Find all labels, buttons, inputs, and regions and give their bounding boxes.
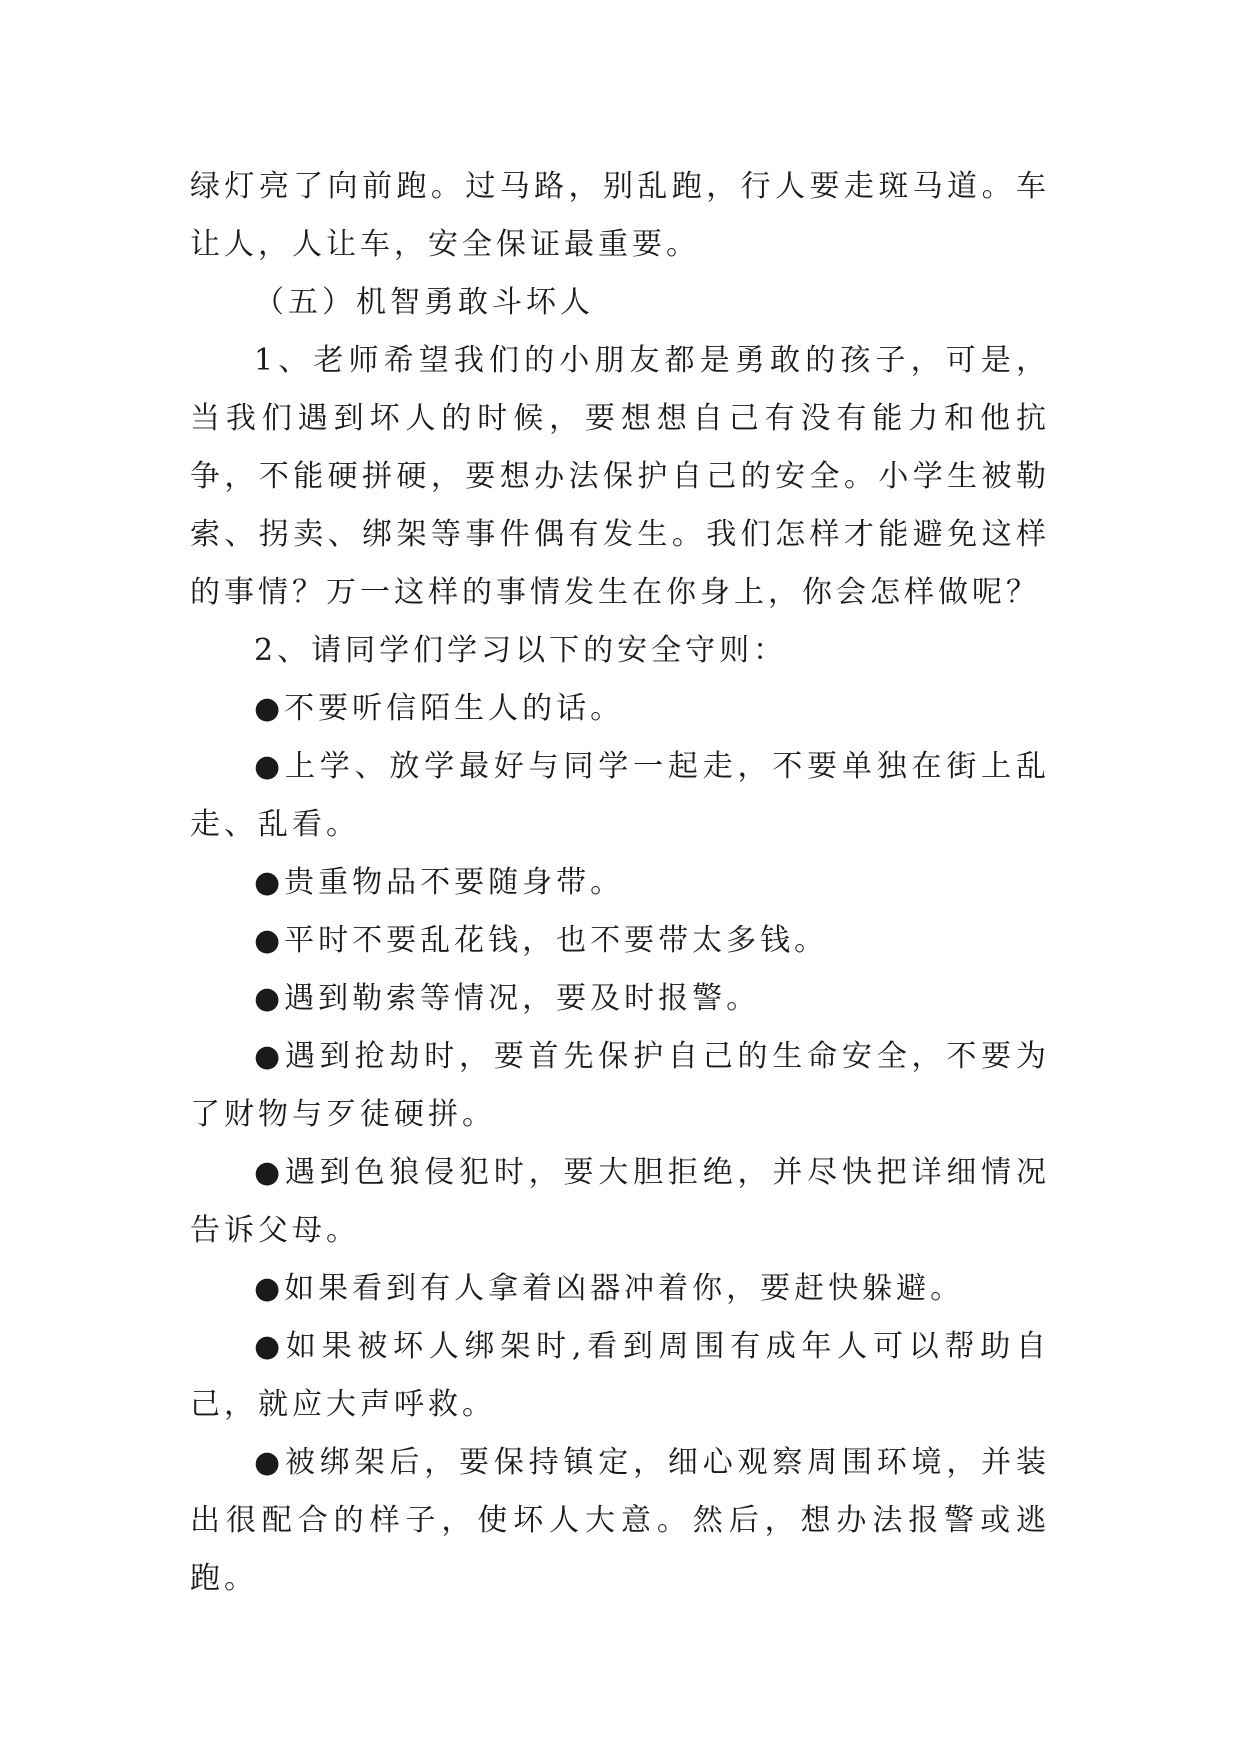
rule-item: ●平时不要乱花钱，也不要带太多钱。	[254, 923, 829, 958]
rule-item: ●不要听信陌生人的话。	[254, 691, 625, 726]
paragraph-traffic-rhyme: 绿灯亮了向前跑。过马路，别乱跑，行人要走斑马道。车让人，人让车，安全保证最重要。	[190, 169, 1050, 262]
section-heading-brave: （五）机智勇敢斗坏人	[254, 285, 594, 320]
rule-item: ●上学、放学最好与同学一起走，不要单独在街上乱走、乱看。	[190, 749, 1050, 842]
rule-item: ●遇到抢劫时，要首先保护自己的生命安全，不要为了财物与歹徒硬拼。	[190, 1039, 1050, 1132]
rule-item: ●如果看到有人拿着凶器冲着你，要赶快躲避。	[254, 1271, 965, 1306]
paragraph-brave-intro: 1、老师希望我们的小朋友都是勇敢的孩子，可是，当我们遇到坏人的时候，要想想自己有没有能力和他抗争，不能硬拼硬，要想办法保护自己的安全。小学生被勒索、拐卖、绑架等事件偶有发生。我们怎样才能避免这样的事情？万一这样的事情发生在你身上，你会怎样做呢？	[190, 343, 1050, 610]
document-body	[190, 158, 1050, 1608]
rule-item: ●被绑架后，要保持镇定，细心观察周围环境，并装出很配合的样子，使坏人大意。然后，想办法报警或逃跑。	[190, 1445, 1050, 1596]
paragraph-rules-intro: 2、请同学们学习以下的安全守则：	[254, 633, 788, 668]
rule-item: ●如果被坏人绑架时,看到周围有成年人可以帮助自己，就应大声呼救。	[190, 1329, 1050, 1422]
rule-item: ●遇到色狼侵犯时，要大胆拒绝，并尽快把详细情况告诉父母。	[190, 1155, 1050, 1248]
rule-item: ●遇到勒索等情况，要及时报警。	[254, 981, 761, 1016]
rule-item: ●贵重物品不要随身带。	[254, 865, 625, 900]
